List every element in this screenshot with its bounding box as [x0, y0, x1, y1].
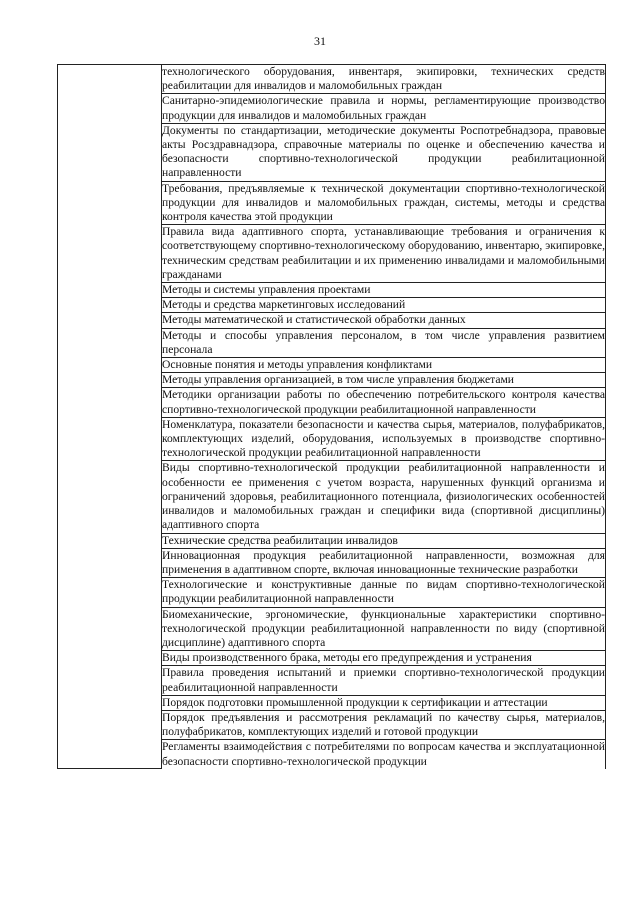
- requirement-cell: Санитарно-эпидемиологические правила и нормы, регламентирующие производство продукции для инвалидов и маломобильных граждан: [162, 94, 605, 122]
- requirement-cell: Технологические и конструктивные данные по видам спортивно-технологической продукции реабилитационной направленности: [162, 578, 605, 606]
- requirement-cell: Методы и системы управления проектами: [162, 283, 606, 298]
- requirement-cell: Методы и средства маркетинговых исследований: [162, 298, 606, 313]
- requirement-cell: Основные понятия и методы управления конфликтами: [162, 358, 606, 373]
- requirement-cell: Инновационная продукция реабилитационной направленности, возможная для применения в адаптивном спорте, включая инновационные технические разработки: [162, 548, 605, 576]
- requirement-cell: Методы и способы управления персоналом, в том числе управления развитием персонала: [162, 328, 605, 356]
- requirement-cell: технологического оборудования, инвентаря, экипировки, технических средств реабилитации для инвалидов и маломобильных граждан: [162, 65, 605, 93]
- requirement-cell: Биомеханические, эргономические, функциональные характеристики спортивно-технологической продукции реабилитационной направленности по виду (спортивной дисциплине) адаптивного спорта: [162, 607, 605, 649]
- requirements-table: [57, 64, 606, 769]
- requirement-cell: Регламенты взаимодействия с потребителями по вопросам качества и эксплуатационной безопасности спортивно-технологической продукции: [162, 740, 605, 768]
- requirement-cell: Методы управления организацией, в том числе управления бюджетами: [162, 373, 606, 388]
- requirement-cell: Методики организации работы по обеспечению потребительского контроля качества спортивно-технологической продукции реабилитационной направленности: [162, 388, 605, 416]
- requirement-cell: Документы по стандартизации, методические документы Роспотребнадзора, правовые акты Росздравнадзора, справочные материалы по оценке и обеспечению качества и безопасности спортивно-технологической продукции реабилитационной направленности: [162, 123, 605, 180]
- requirement-cell: Методы математической и статистической обработки данных: [162, 313, 606, 328]
- requirement-cell: Порядок предъявления и рассмотрения рекламаций по качеству сырья, материалов, полуфабрикатов, комплектующих изделий и готовой продукции: [162, 710, 605, 739]
- table-row: [58, 65, 606, 94]
- requirement-cell: Технические средства реабилитации инвалидов: [162, 533, 606, 548]
- requirement-cell: Порядок подготовки промышленной продукции к сертификации и аттестации: [162, 695, 606, 710]
- requirement-cell: Номенклатура, показатели безопасности и качества сырья, материалов, полуфабрикатов, комплектующих изделий, оборудования, используемых в производстве спортивно-технологической продукции реабилитационной направленности: [162, 417, 605, 460]
- requirement-cell: Правила проведения испытаний и приемки спортивно-технологической продукции реабилитационной направленности: [162, 666, 605, 694]
- section-label-cell: [58, 65, 162, 769]
- requirement-cell: Виды производственного брака, методы его предупреждения и устранения: [162, 651, 606, 666]
- requirement-cell: Требования, предъявляемые к технической документации спортивно-технологической продукции для инвалидов и маломобильных граждан, системы, методы и средства контроля качества этой продукции: [162, 181, 605, 224]
- requirement-cell: Правила вида адаптивного спорта, устанавливающие требования и ограничения к соответствующему спортивно-технологическому оборудованию, инвентарю, экипировке, техническим средствам реабилитации и их применению инвалидами и маломобильными гражданами: [162, 225, 605, 281]
- page-number: 31: [314, 34, 326, 48]
- requirement-cell: Виды спортивно-технологической продукции реабилитационной направленности и особенности ее применения с учетом возраста, нарушенных функций организма и ограничений здоровья, реабилитационного потенциала, физиологических особенностей инвалидов и маломобильных граждан и специфики вида (спортивной дисциплины) адаптивного спорта: [162, 461, 605, 532]
